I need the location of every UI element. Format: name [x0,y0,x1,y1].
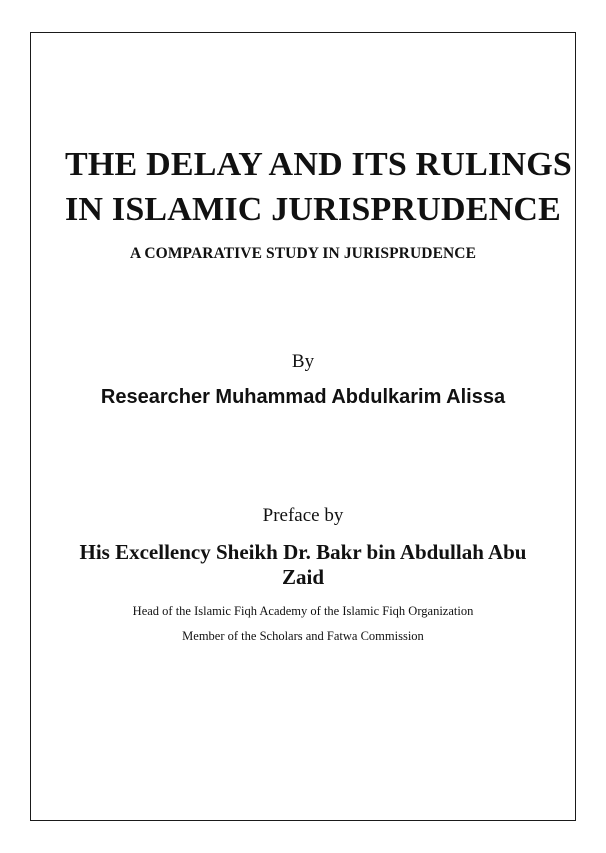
preface-label: Preface by [262,504,344,526]
page-title [65,143,572,233]
preface-author-name: His Excellency Sheikh Dr. Bakr bin Abdullah Abu Zaid [79,539,527,589]
title-block [65,143,572,263]
page-title-line-1: THE DELAY AND ITS RULINGS [65,146,572,183]
preface-author-role-primary: Head of the Islamic Fiqh Academy of the Islamic Fiqh Organization [132,603,474,618]
preface-block [65,505,541,644]
author-block [65,351,541,409]
page-title-line-2: IN ISLAMIC JURISPRUDENCE [65,190,561,228]
by-label: By [291,350,315,372]
page-subtitle: A COMPARATIVE STUDY IN JURISPRUDENCE [129,244,477,262]
title-page-content [31,33,575,820]
author-name: Researcher Muhammad Abdulkarim Alissa [100,385,506,408]
preface-author-role-secondary: Member of the Scholars and Fatwa Commission [182,628,424,643]
